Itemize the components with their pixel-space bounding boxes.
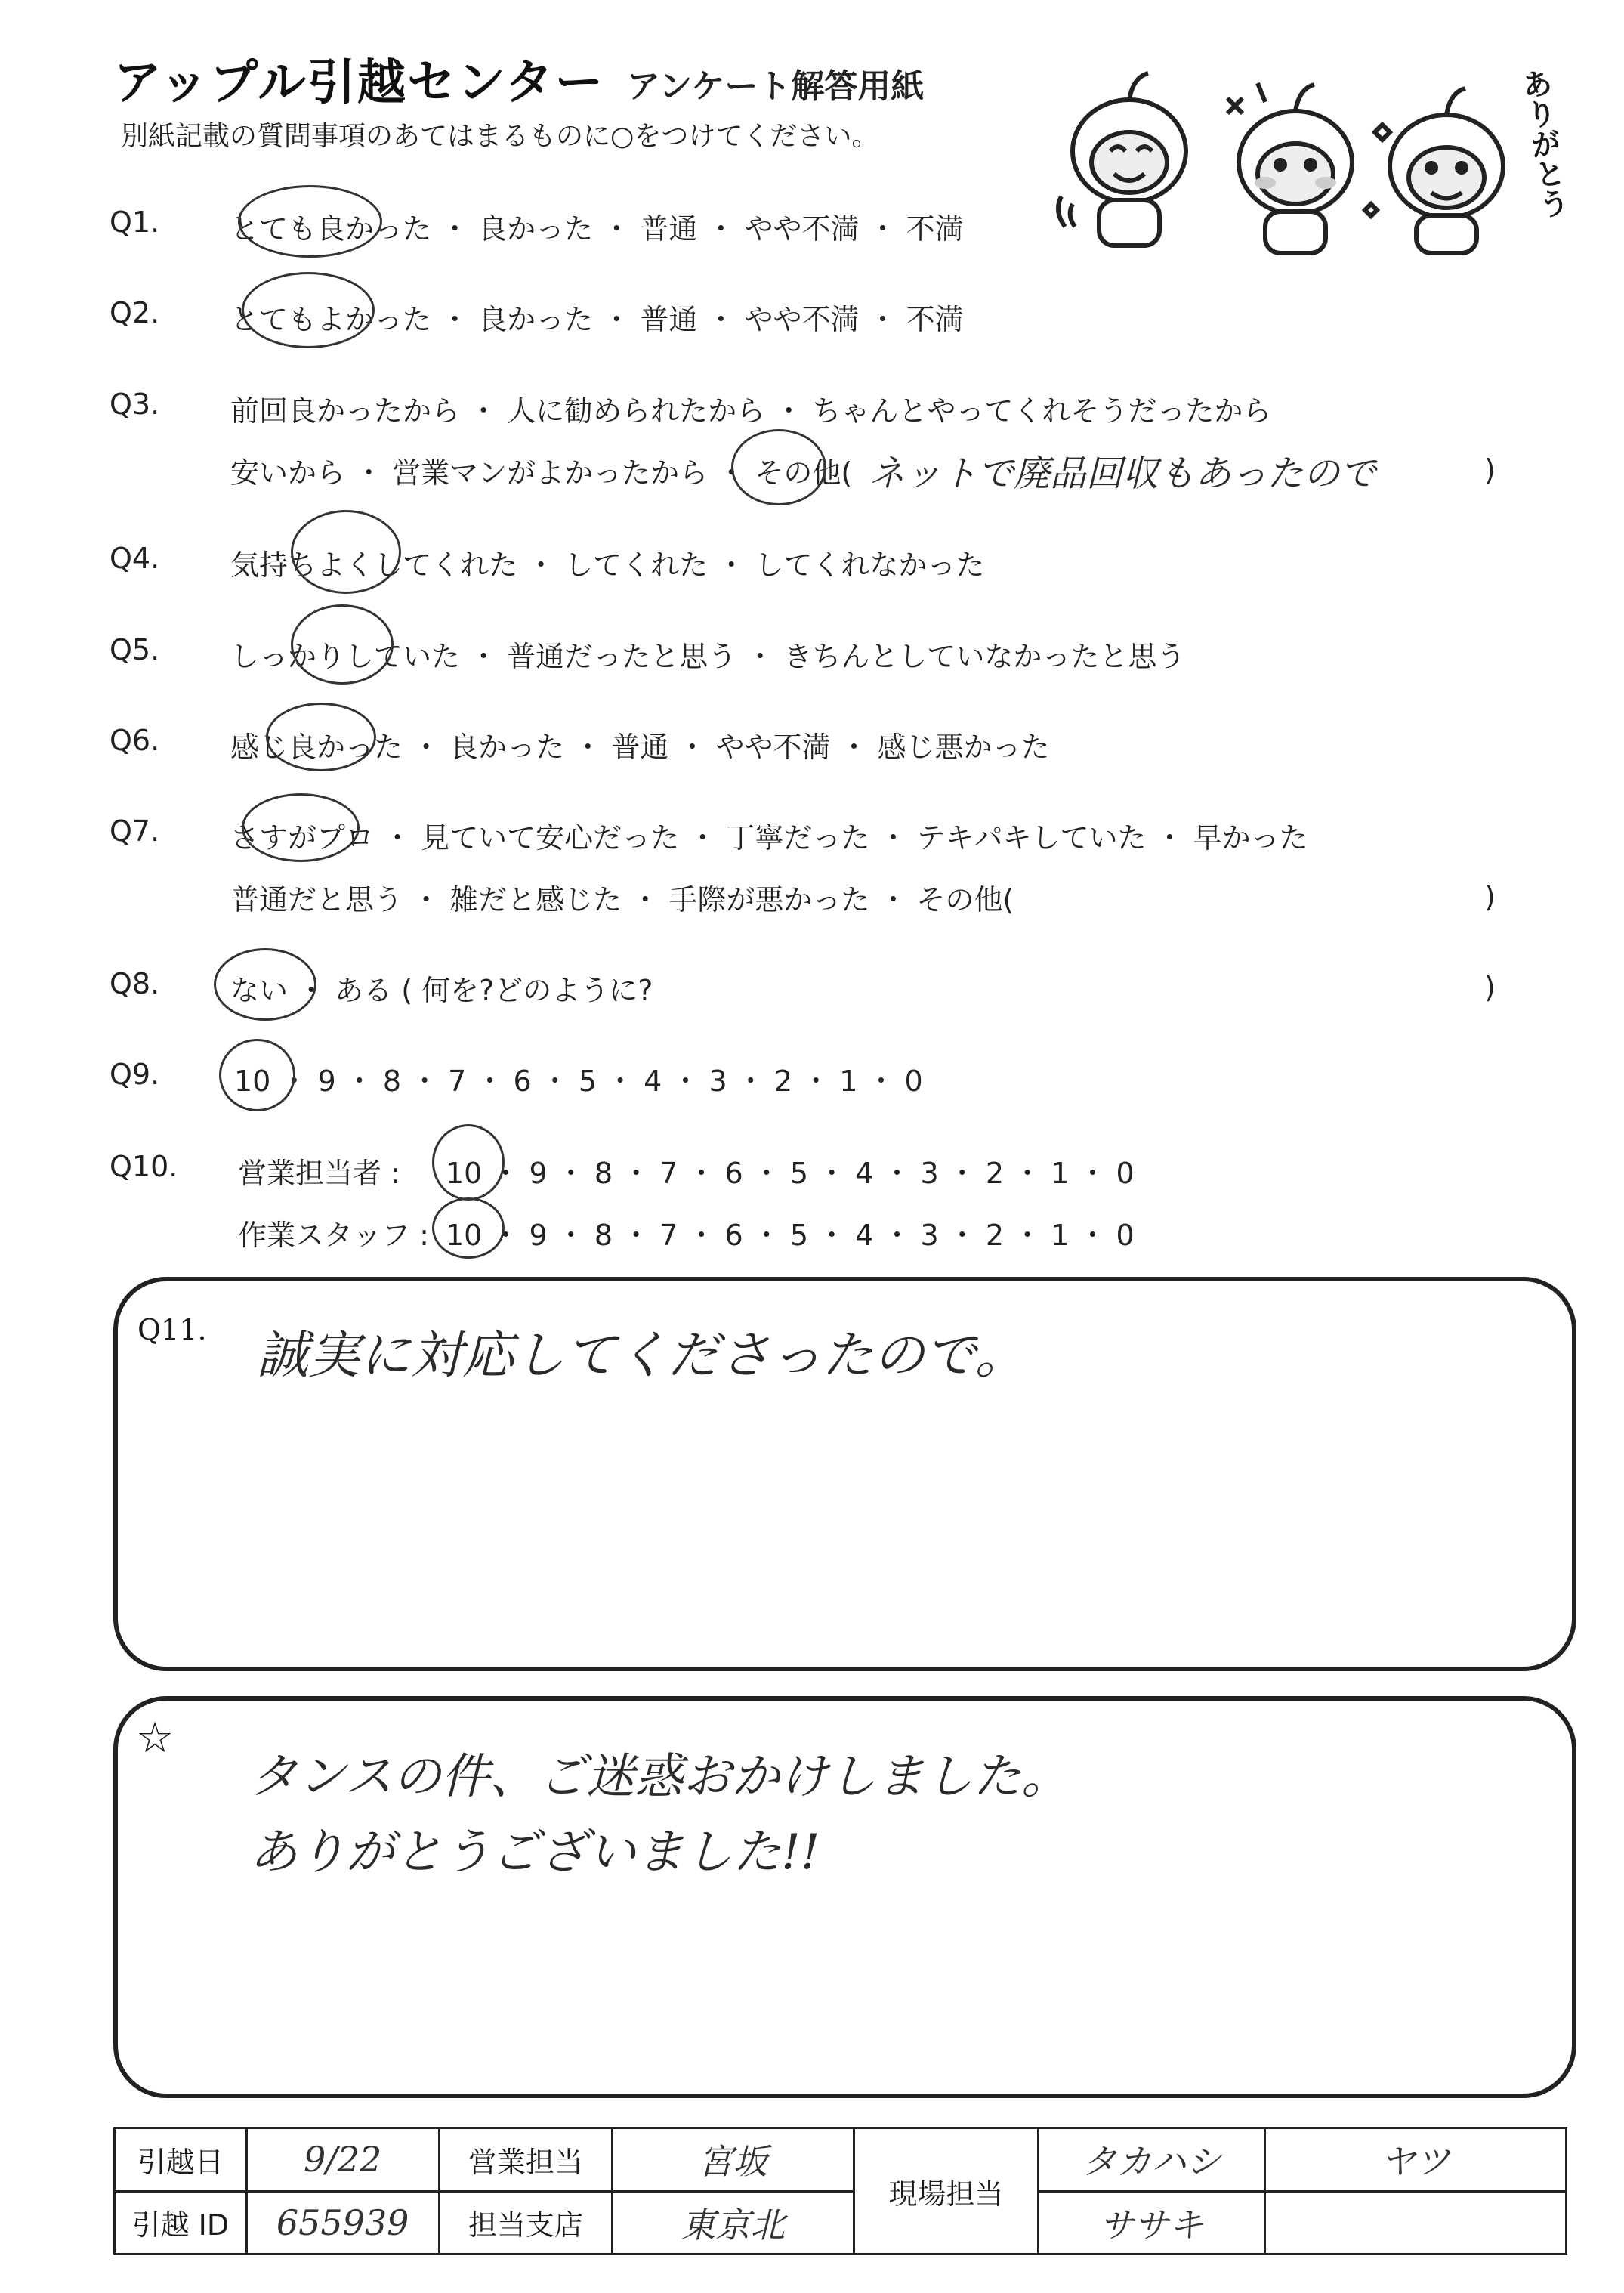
mascot-thanks-text: ありがとう: [1515, 66, 1571, 221]
q7-selection-circle: [242, 793, 360, 862]
q11-handwritten-answer: 誠実に対応してくださったので。: [257, 1326, 1027, 1386]
q10-label: Q10.: [110, 1150, 178, 1183]
site-staff-label: 現場担当: [854, 2128, 1039, 2254]
move-id-label: 引越 ID: [115, 2191, 247, 2254]
q5-label: Q5.: [110, 633, 160, 666]
q7-label: Q7.: [110, 814, 160, 848]
q6-options[interactable]: 感じ良かった ・ 良かった ・ 普通 ・ やや不満 ・ 感じ悪かった: [230, 731, 1050, 764]
site-staff-3: ササキ: [1039, 2191, 1264, 2254]
q9-label: Q9.: [110, 1058, 160, 1091]
q10-staff-selection-circle: [432, 1197, 505, 1259]
q5-options[interactable]: しっかりしていた ・ 普通だったと思う ・ きちんとしていなかったと思う: [230, 640, 1186, 673]
q3-other-handwritten: ネットで廃品回収もあったので: [869, 453, 1376, 495]
form-title: アップル引越センター: [113, 55, 605, 111]
star-icon: ☆: [136, 1714, 174, 1763]
footer-info-table: [113, 2127, 1567, 2255]
q10-sales-scale[interactable]: 10 ・ 9 ・ 8 ・ 7 ・ 6 ・ 5 ・ 4 ・ 3 ・ 2 ・ 1 ・ 0: [446, 1157, 1135, 1190]
q3-close-paren: ): [1484, 453, 1496, 487]
q10-sales-selection-circle: [432, 1124, 505, 1201]
q8-label: Q8.: [110, 967, 160, 1000]
q5-selection-circle: [291, 604, 394, 685]
q1-label: Q1.: [110, 206, 160, 239]
comment-line2: ありがとうございました!!: [249, 1825, 820, 1880]
move-id-value: 655939: [246, 2191, 439, 2254]
q9-selection-circle: [219, 1039, 295, 1111]
q3-selection-circle: [731, 429, 826, 505]
branch-value: 東京北: [613, 2191, 854, 2254]
q3-options-line1[interactable]: 前回良かったから ・ 人に勧められたから ・ ちゃんとやってくれそうだったから: [230, 394, 1272, 428]
q6-selection-circle: [266, 703, 376, 771]
q7-close-paren: ): [1484, 880, 1496, 913]
move-date-value: 9/22: [246, 2128, 439, 2192]
site-staff-4: [1264, 2191, 1566, 2254]
q8-selection-circle: [214, 948, 316, 1021]
q2-options[interactable]: とてもよかった ・ 良かった ・ 普通 ・ やや不満 ・ 不満: [230, 303, 964, 336]
q4-options[interactable]: 気持ちよくしてくれた ・ してくれた ・ してくれなかった: [230, 549, 985, 582]
q10-sales-label: 営業担当者 :: [238, 1157, 400, 1190]
form-subtitle: アンケート解答用紙: [627, 67, 925, 106]
q10-staff-label: 作業スタッフ :: [238, 1219, 429, 1252]
q3-label: Q3.: [110, 388, 160, 421]
q1-selection-circle: [238, 185, 382, 258]
move-date-label: 引越日: [115, 2128, 247, 2192]
monkey-mascot-illustration: [1046, 53, 1575, 257]
form-instruction: 別紙記載の質問事項のあてはまるものに○をつけてください。: [121, 121, 879, 152]
q7-options-line1[interactable]: さすがプロ ・ 見ていて安心だった ・ 丁寧だった ・ テキパキしていた ・ 早かった: [230, 821, 1308, 854]
site-staff-2: ヤツ: [1264, 2128, 1566, 2192]
q8-close-paren: ): [1484, 971, 1496, 1004]
branch-label: 担当支店: [439, 2191, 613, 2254]
sales-rep-label: 営業担当: [439, 2128, 613, 2192]
site-staff-1: タカハシ: [1039, 2128, 1264, 2192]
q10-staff-scale[interactable]: 10 ・ 9 ・ 8 ・ 7 ・ 6 ・ 5 ・ 4 ・ 3 ・ 2 ・ 1 ・ 0: [446, 1219, 1135, 1252]
q4-selection-circle: [291, 510, 401, 594]
sales-rep-value: 宮坂: [613, 2128, 854, 2192]
q2-label: Q2.: [110, 296, 160, 329]
q4-label: Q4.: [110, 542, 160, 575]
q9-scale[interactable]: 10 ・ 9 ・ 8 ・ 7 ・ 6 ・ 5 ・ 4 ・ 3 ・ 2 ・ 1 ・ 0: [234, 1065, 923, 1098]
q2-selection-circle: [242, 272, 375, 348]
q6-label: Q6.: [110, 724, 160, 757]
q3-options-line2[interactable]: 安いから ・ 営業マンがよかったから ・ その他(: [230, 456, 853, 490]
q1-options[interactable]: とても良かった ・ 良かった ・ 普通 ・ やや不満 ・ 不満: [230, 212, 964, 246]
comment-line1: タンスの件、ご迷惑おかけしました。: [249, 1749, 1070, 1805]
q11-label: Q11.: [137, 1313, 207, 1346]
q7-options-line2[interactable]: 普通だと思う ・ 雑だと感じた ・ 手際が悪かった ・ その他(: [230, 883, 1014, 916]
q8-options[interactable]: ない ・ ある ( 何を?どのように?: [230, 974, 653, 1007]
